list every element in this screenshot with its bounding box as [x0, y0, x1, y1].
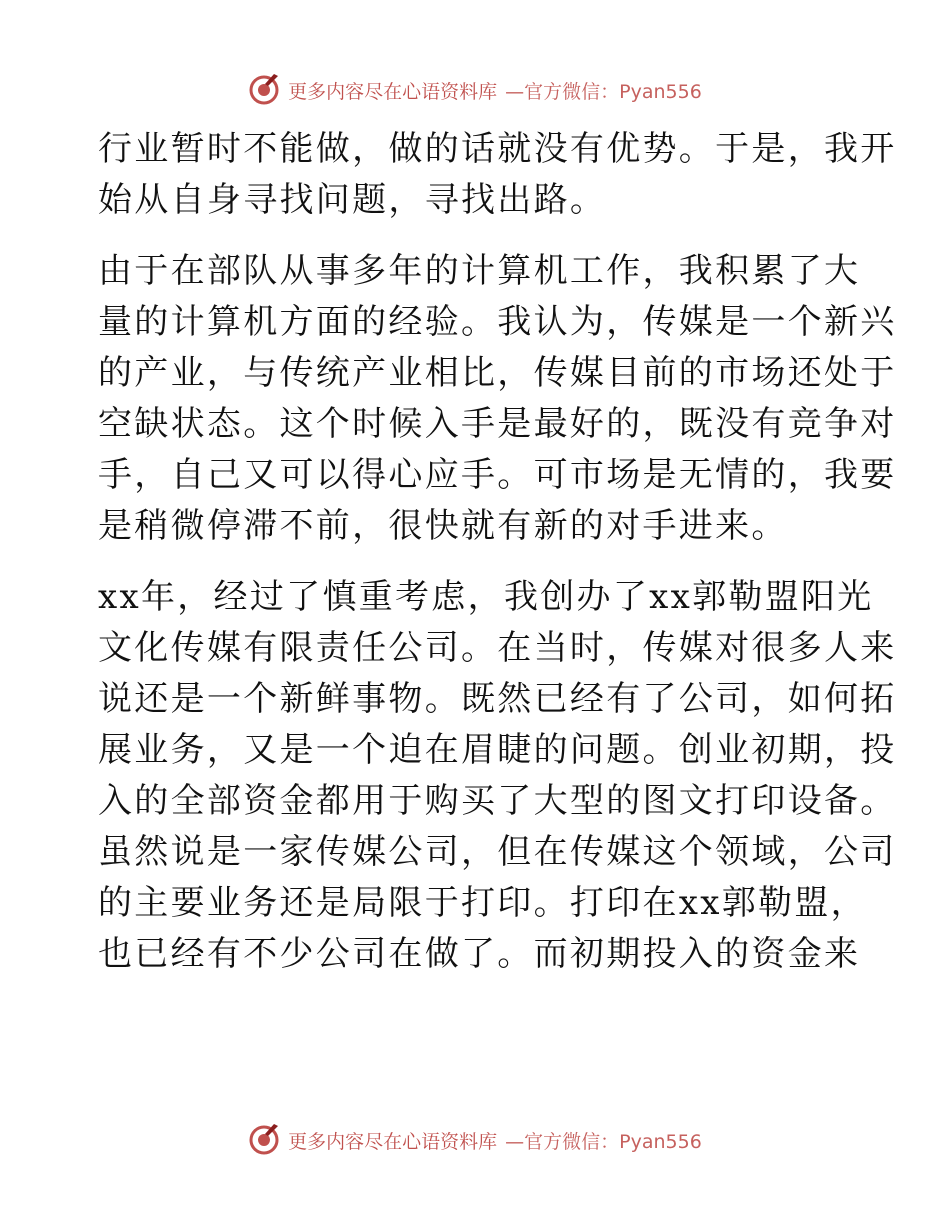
text-line: 空缺状态。这个时候入手是最好的，既没有竞争对 — [98, 404, 897, 444]
text-line: 是稍微停滞不前，很快就有新的对手进来。 — [98, 506, 788, 546]
text-line: 文化传媒有限责任公司。在当时，传媒对很多人来 — [98, 628, 897, 668]
text-line: 虽然说是一家传媒公司，但在传媒这个领域，公司 — [98, 832, 897, 872]
watermark-wechat-text: —官方微信：Pyan556 — [505, 1130, 702, 1153]
text-line: xx年，经过了慎重考虑，我创办了xx郭勒盟阳光 — [98, 577, 874, 617]
text-line: 说还是一个新鲜事物。既然已经有了公司，如何拓 — [98, 679, 897, 719]
watermark-main-text: 更多内容尽在心语资料库 — [288, 80, 498, 103]
text-line: 手，自己又可以得心应手。可市场是无情的，我要 — [98, 455, 897, 495]
paragraph-1 — [98, 124, 897, 226]
watermark-wechat-text: —官方微信：Pyan556 — [505, 80, 702, 103]
watermark-main-text: 更多内容尽在心语资料库 — [288, 1130, 498, 1153]
text-line: 量的计算机方面的经验。我认为，传媒是一个新兴 — [98, 302, 897, 342]
text-line: 的主要业务还是局限于打印。打印在xx郭勒盟， — [98, 883, 867, 923]
text-line: 展业务，又是一个迫在眉睫的问题。创业初期，投 — [98, 730, 897, 770]
logo-pen-icon — [248, 74, 280, 106]
text-line: 也已经有不少公司在做了。而初期投入的资金来 — [98, 934, 861, 974]
footer-watermark — [0, 1124, 950, 1156]
text-line: 的产业，与传统产业相比，传媒目前的市场还处于 — [98, 353, 897, 393]
paragraph-2 — [98, 246, 897, 552]
document-body — [98, 124, 897, 1000]
paragraph-3 — [98, 572, 897, 980]
text-line: 行业暂时不能做，做的话就没有优势。于是，我开 — [98, 129, 897, 169]
text-line: 由于在部队从事多年的计算机工作，我积累了大 — [98, 251, 861, 291]
logo-pen-icon — [248, 1124, 280, 1156]
text-line: 入的全部资金都用于购买了大型的图文打印设备。 — [98, 781, 897, 821]
header-watermark — [0, 74, 950, 106]
text-line: 始从自身寻找问题，寻找出路。 — [98, 180, 607, 220]
